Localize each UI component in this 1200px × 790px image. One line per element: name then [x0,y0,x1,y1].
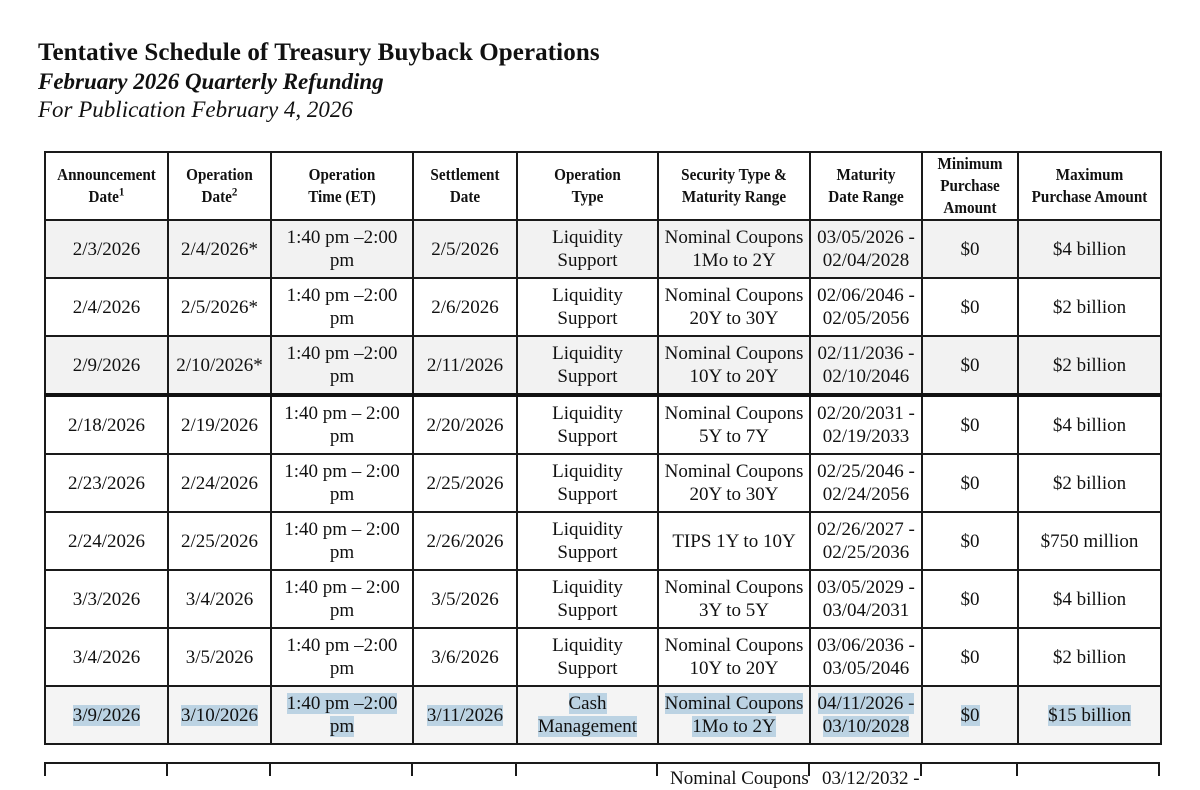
cell-maturity-range: 03/05/2029 - 03/04/2031 [810,570,922,628]
cell-minimum-purchase: $0 [922,628,1018,686]
cell-minimum-purchase: $0 [922,512,1018,570]
cell-settlement-date[interactable] [413,686,517,744]
cell-maturity-range: 02/20/2031 - 02/19/2033 [810,395,922,454]
cell-operation-type: Liquidity Support [517,570,658,628]
header-operation-type: Operation Type [523,152,653,220]
selected-text: 3/10/2026 [180,704,259,726]
column-divider [1158,762,1160,776]
column-divider [166,762,168,776]
table-row [45,220,1161,278]
cell-operation-date: 3/5/2026 [168,628,271,686]
cell-operation-time: 1:40 pm – 2:00 pm [271,395,413,454]
cell-operation-time: 1:40 pm – 2:00 pm [271,454,413,512]
column-divider [44,762,46,776]
cell-announcement-date: 2/23/2026 [45,454,168,512]
cell-operation-time: 1:40 pm –2:00 pm [271,220,413,278]
table-row [45,512,1161,570]
cell-settlement-date: 2/11/2026 [413,336,517,395]
document-heading [38,38,600,124]
cell-operation-time[interactable] [271,686,413,744]
cell-operation-type: Liquidity Support [517,278,658,336]
selected-text: Nominal Coupons [664,693,804,714]
cell-maturity-range[interactable] [810,686,922,744]
cell-maximum-purchase[interactable] [1018,686,1161,744]
cell-maturity-range: 03/12/2032 - [822,768,920,789]
selected-text: Management [537,716,638,737]
column-divider [515,762,517,776]
cell-maturity-range: 02/06/2046 - 02/05/2056 [810,278,922,336]
cell-maturity-range: 02/11/2036 - 02/10/2046 [810,336,922,395]
cell-operation-date[interactable] [168,686,271,744]
cell-operation-time: 1:40 pm –2:00 pm [271,336,413,395]
cell-announcement-date: 3/4/2026 [45,628,168,686]
cell-security-type: Nominal Coupons 3Y to 5Y [658,570,810,628]
cell-maximum-purchase: $2 billion [1018,628,1161,686]
table-header-row [45,152,1161,220]
cell-announcement-date[interactable] [45,686,168,744]
header-minimum-purchase: Minimum Purchase Amount [926,152,1014,220]
cell-operation-time: 1:40 pm –2:00 pm [271,628,413,686]
cell-operation-type: Liquidity Support [517,454,658,512]
cell-announcement-date: 2/3/2026 [45,220,168,278]
cell-operation-time: 1:40 pm – 2:00 pm [271,512,413,570]
cell-maximum-purchase: $4 billion [1018,570,1161,628]
cell-operation-date: 2/4/2026* [168,220,271,278]
selected-text: 3/11/2026 [426,704,504,726]
selected-text: 1:40 pm –2:00 pm [286,693,398,737]
selected-text: 1Mo to 2Y [692,716,776,737]
selected-text: 04/11/2026 - [817,693,915,714]
table-row [45,336,1161,395]
header-settlement-date: Settlement Date [417,152,513,220]
header-maturity-range: Maturity Date Range [814,152,917,220]
cell-operation-date: 2/5/2026* [168,278,271,336]
cell-settlement-date: 3/5/2026 [413,570,517,628]
cell-maximum-purchase: $4 billion [1018,395,1161,454]
table-row [45,454,1161,512]
cell-minimum-purchase: $0 [922,570,1018,628]
footnote-marker: 2 [231,184,238,199]
cell-settlement-date: 2/25/2026 [413,454,517,512]
cell-operation-type: Liquidity Support [517,628,658,686]
cell-minimum-purchase: $0 [922,395,1018,454]
selected-text: $0 [960,704,980,726]
column-divider [411,762,413,776]
cell-operation-type: Liquidity Support [517,512,658,570]
cell-security-type: Nominal Coupons 10Y to 20Y [658,628,810,686]
cell-settlement-date: 3/6/2026 [413,628,517,686]
footnote-marker: 1 [118,184,125,199]
cell-maturity-range: 03/05/2026 - 02/04/2028 [810,220,922,278]
cell-maturity-range: 03/06/2036 - 03/05/2046 [810,628,922,686]
selected-text: 03/10/2028 [822,716,910,737]
cell-operation-date: 2/25/2026 [168,512,271,570]
header-security-type: Security Type & Maturity Range [664,152,804,220]
cell-security-type: Nominal Coupons 1Mo to 2Y [658,220,810,278]
document-title: Tentative Schedule of Treasury Buyback Operations [38,39,600,66]
column-divider [656,762,658,776]
cell-minimum-purchase[interactable] [922,686,1018,744]
cell-operation-date: 2/19/2026 [168,395,271,454]
cell-announcement-date: 2/9/2026 [45,336,168,395]
cell-security-type: Nominal Coupons 20Y to 30Y [658,454,810,512]
cell-operation-type[interactable] [517,686,658,744]
table-row [45,570,1161,628]
header-operation-date: Operation Date$^2$ [172,152,267,220]
document-subtitle: February 2026 Quarterly Refunding [38,69,384,94]
cell-security-type: Nominal Coupons 20Y to 30Y [658,278,810,336]
table-row [45,395,1161,454]
cell-security-type: Nominal Coupons 5Y to 7Y [658,395,810,454]
cell-operation-time: 1:40 pm – 2:00 pm [271,570,413,628]
table-row [45,628,1161,686]
cell-security-type: Nominal Coupons [670,768,809,789]
selected-text: $15 billion [1048,704,1131,726]
buyback-schedule-table [44,151,1162,745]
cell-operation-type: Liquidity Support [517,395,658,454]
cell-settlement-date: 2/6/2026 [413,278,517,336]
cell-settlement-date: 2/26/2026 [413,512,517,570]
column-divider [269,762,271,776]
cell-maturity-range: 02/26/2027 - 02/25/2036 [810,512,922,570]
row-divider [44,762,1160,764]
cell-operation-date: 2/10/2026* [168,336,271,395]
table-row-highlighted[interactable] [45,686,1161,744]
cell-maximum-purchase: $2 billion [1018,336,1161,395]
cell-operation-type: Liquidity Support [517,336,658,395]
cell-announcement-date: 2/4/2026 [45,278,168,336]
table-row-partial [44,762,1160,789]
cell-settlement-date: 2/20/2026 [413,395,517,454]
cell-maximum-purchase: $2 billion [1018,278,1161,336]
cell-maximum-purchase: $2 billion [1018,454,1161,512]
header-operation-time: Operation Time (ET) [277,152,408,220]
column-divider [1016,762,1018,776]
cell-security-type: TIPS 1Y to 10Y [658,512,810,570]
cell-operation-date: 3/4/2026 [168,570,271,628]
cell-announcement-date: 2/24/2026 [45,512,168,570]
cell-maximum-purchase: $750 million [1018,512,1161,570]
header-announcement-date: Announcement Date$^1$ [50,152,163,220]
cell-operation-date: 2/24/2026 [168,454,271,512]
cell-operation-time: 1:40 pm –2:00 pm [271,278,413,336]
cell-maximum-purchase: $4 billion [1018,220,1161,278]
cell-announcement-date: 2/18/2026 [45,395,168,454]
cell-settlement-date: 2/5/2026 [413,220,517,278]
publication-date: For Publication February 4, 2026 [38,97,353,122]
selected-text: 3/9/2026 [72,704,141,726]
selected-text: Cash [568,693,607,714]
cell-minimum-purchase: $0 [922,454,1018,512]
cell-minimum-purchase: $0 [922,278,1018,336]
column-divider [920,762,922,776]
cell-operation-type: Liquidity Support [517,220,658,278]
cell-announcement-date: 3/3/2026 [45,570,168,628]
table-row [45,278,1161,336]
cell-minimum-purchase: $0 [922,220,1018,278]
cell-maturity-range: 02/25/2046 - 02/24/2056 [810,454,922,512]
header-maximum-purchase: Maximum Purchase Amount [1024,152,1156,220]
cell-minimum-purchase: $0 [922,336,1018,395]
cell-security-type: Nominal Coupons 10Y to 20Y [658,336,810,395]
cell-security-type[interactable] [658,686,810,744]
